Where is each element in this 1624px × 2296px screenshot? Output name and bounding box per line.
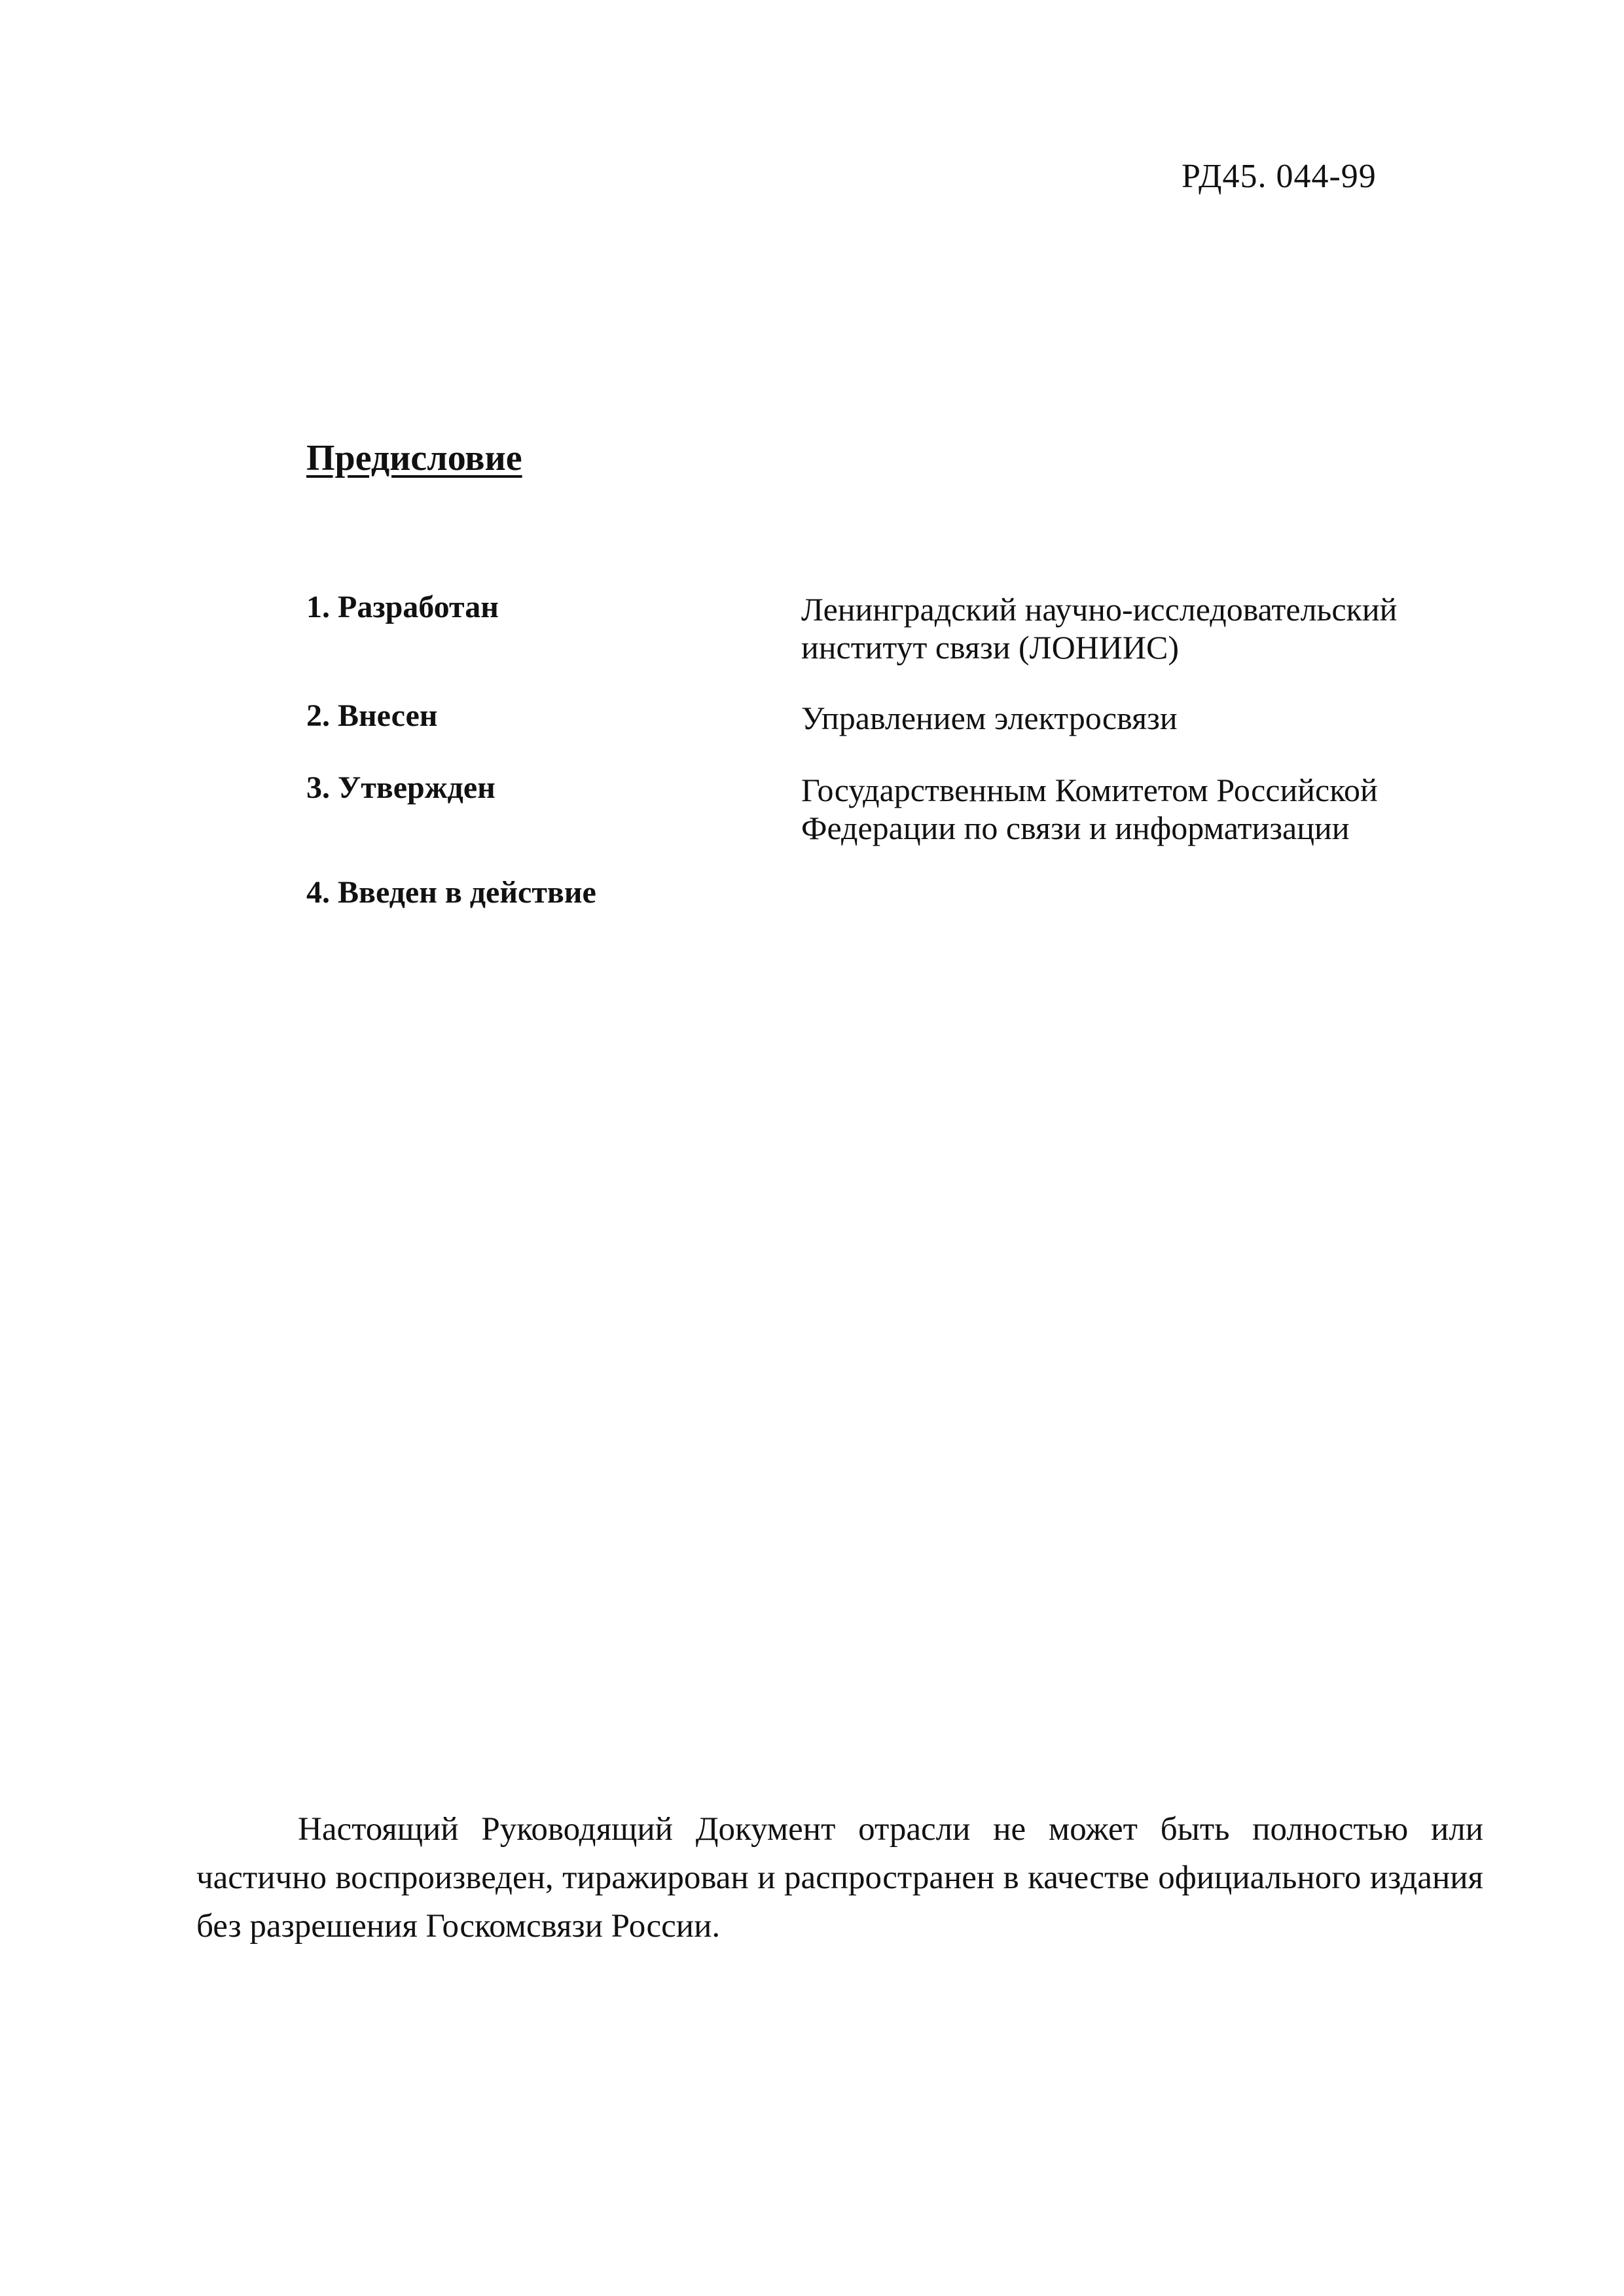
item-label-introduced: 2. Внесен	[306, 698, 438, 733]
document-code: РД45. 044-99	[1182, 158, 1377, 195]
item-value-introduced: Управлением электросвязи	[801, 700, 1178, 736]
item-value-approved: Государственным Комитетом Российской Федерации по связи и информатизации	[801, 772, 1378, 846]
item-label-approved: 3. Утвержден	[306, 770, 496, 805]
item-value-developed: Ленинградский научно-исследовательский институт связи (ЛОНИИС)	[801, 591, 1398, 666]
copyright-notice: Настоящий Руководящий Документ отрасли не может быть полностью или частично воспроизведен, тиражирован и распространен в качестве официального издания без разрешения Госкомсвязи России.	[196, 1811, 1483, 1945]
item-label-developed: 1. Разработан	[306, 590, 499, 624]
item-label-effective: 4. Введен в действие	[306, 875, 596, 910]
section-title: Предисловие	[306, 438, 522, 478]
